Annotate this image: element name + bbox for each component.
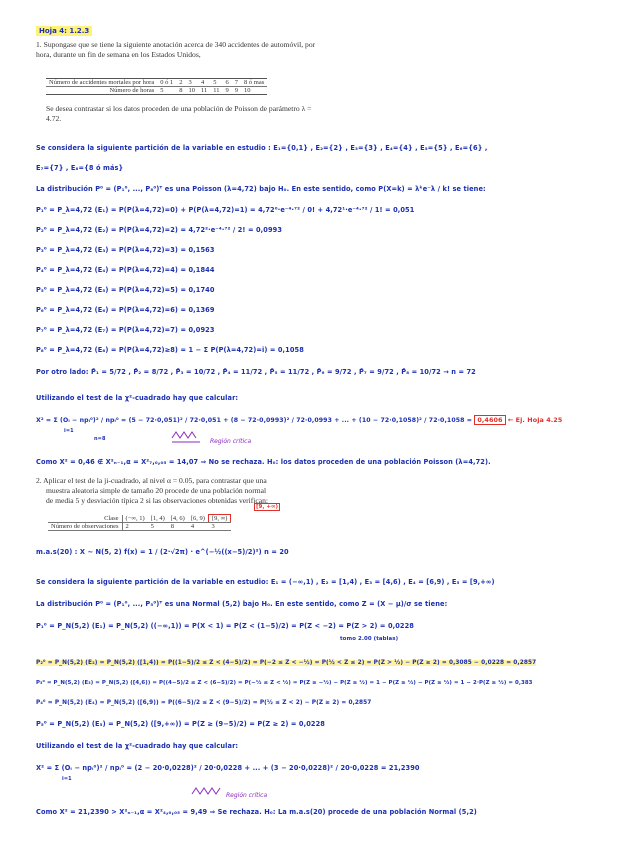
critical-region-label-2: Región crítica [226, 792, 268, 799]
formula-text: P₁⁰ = P_N(5,2) (E₁) = P_N(5,2) ((−∞,1)) = P(X < 1) = P(Z < (1−5)/2) = P(Z < −2) = P(Z > 2) = 0,0228 [36, 622, 414, 630]
solution-2-line [36, 660, 536, 666]
formula-text: P₂⁰ = P_N(5,2) (E₂) = P_N(5,2) ([1,4)) = P((1−5)/2 ≤ Z < (4−5)/2) = P(−2 ≤ Z < −½) = P(½ < Z ≤ 2) = P(Z > ½) − P(Z ≥ 2) = 0,3085 − 0,0228 = 0,2857 [36, 660, 537, 666]
solution-2-line: m.a.s(20) : X ~ N(5, 2) f(x) = 1 / (2·√2π) · e^(−½((x−5)/2)²) n = 20 [36, 548, 289, 556]
table-cell: 4 [198, 79, 210, 87]
sum-index: i=1 [64, 428, 74, 434]
table-cell: Número de observaciones [48, 523, 122, 531]
sum-index: i=1 [62, 776, 72, 782]
problem-2-line: de media 5 y desviación típica 2 si las observaciones obtenidas verifican: [46, 496, 269, 505]
table-cell: (−∞, 1) [122, 515, 148, 523]
table-cell: 4 [188, 523, 209, 531]
solution-2-line: Utilizando el test de la χ²-cuadrado hay que calcular: [36, 742, 239, 750]
table-cell: 3 [185, 79, 198, 87]
table-cell: 11 [210, 87, 222, 95]
table-cell: 8 [176, 87, 185, 95]
table-cell: 6 [223, 79, 232, 87]
table-row [48, 515, 231, 523]
solution-2-line: P₄⁰ = P_N(5,2) (E₄) = P_N(5,2) ([6,9)) = P((6−5)/2 ≤ Z < (9−5)/2) = P(½ ≤ Z < 2) − P(Z ≥ 2) = 0,2857 [36, 700, 372, 706]
solution-2-line: P₃⁰ = P_N(5,2) (E₃) = P_N(5,2) ([4,6)) = P((4−5)/2 ≤ Z < (6−5)/2) = P(−½ ≤ Z < ½) = P(Z ≥ −½) − P(Z ≥ ½) = 1 − P(Z ≥ ½) − P(Z ≥ ½) = 1 − 2·P(Z ≥ ½) = 0,383 [36, 680, 533, 686]
critical-region-label-1: Región crítica [210, 438, 252, 445]
solution-1-line: La distribución P⁰ = (P₁⁰, ..., P₈⁰)ᵀ es una Poisson (λ=4,72) bajo H₀. En este sentido, como P(X=k) = λᵏe⁻λ / k! se tiene: [36, 185, 486, 193]
table-cell: 7 [232, 79, 241, 87]
problem-2-line: muestra aleatoria simple de tamaño 20 procede de una población normal [46, 486, 267, 495]
table-row [48, 523, 231, 531]
table-cell: Número de horas [46, 87, 157, 95]
chi-square-formula-1 [36, 416, 562, 424]
table-cell: 0 ó 1 [157, 79, 176, 87]
chi-square-formula-2: X² = Σ (Oᵢ − npᵢ⁰)² / npᵢ⁰ = (2 − 20·0,0228)² / 20·0,0228 + ... + (3 − 20·0,0228)² / 20·0,0228 = 21,2390 [36, 764, 420, 772]
problem-2-line: 2. Aplicar el test de la ji-cuadrado, al nivel α = 0.05, para contrastar que una [36, 476, 267, 485]
table-cell: Número de accidentes mortales por hora [46, 79, 157, 87]
solution-1-line: E₇={7} , E₈={8 ó más} [36, 164, 124, 172]
solution-2-line [36, 622, 414, 630]
table-cell: 2 [122, 523, 148, 531]
table-cell: 8 [168, 523, 188, 531]
table-cell: [4, 6) [168, 515, 188, 523]
table-cell: [9, ∞) [208, 515, 230, 523]
solution-1-line: Por otro lado: P̂₁ = 5/72 , P̂₂ = 8/72 , P̂₃ = 10/72 , P̂₄ = 11/72 , P̂₅ = 11/72 , P̂₆ = 9/72 , P̂₇ = 9/72 , P̂₈ = 10/72 → n = 72 [36, 368, 476, 376]
table-cell: 9 [232, 87, 241, 95]
solution-2-line: P₅⁰ = P_N(5,2) (E₅) = P_N(5,2) ([9,+∞)) = P(Z ≥ (9−5)/2) = P(Z ≥ 2) = 0,0228 [36, 720, 325, 728]
solution-1-conclusion: Como X² = 0,46 ∉ X²ₙ₋₁,α = X²₇,₀,₀₅ = 14,07 ⇒ No se rechaza. H₀: los datos proceden de una población Poisson (λ=4,72). [36, 458, 491, 466]
solution-1-line: P₇⁰ = P_λ=4,72 (E₇) = P(P(λ=4,72)=7) = 0,0923 [36, 326, 215, 334]
table-cell: 2 [176, 79, 185, 87]
table-cell: 8 ó mas [241, 79, 267, 87]
problem-2-statement [36, 476, 336, 506]
table-cell: 5 [157, 87, 176, 95]
solution-1-line: P₈⁰ = P_λ=4,72 (E₈) = P(P(λ=4,72)≥8) = 1 − Σ P(P(λ=4,72)=i) = 0,1058 [36, 346, 304, 354]
table-cell: 5 [148, 523, 168, 531]
table-cell: 10 [241, 87, 267, 95]
solution-2-conclusion: Como X² = 21,2390 > X²ₙ₋₁,α = X²₄,₀,₀₅ = 9,49 ⇒ Se rechaza. H₀: La m.a.s(20) procede de una población Normal (5,2) [36, 808, 477, 816]
problem-1-table [46, 78, 267, 95]
solution-2-line: La distribución P⁰ = (P₁⁰, ..., P₅⁰)ᵀ es una Normal (5,2) bajo H₀. En este sentido, como Z = (X − μ)/σ se tiene: [36, 600, 448, 608]
table-cell: 9 [223, 87, 232, 95]
chi-square-result-1: 0,4606 [474, 415, 505, 425]
formula-text: X² = Σ (Oᵢ − npᵢ⁰)² / npᵢ⁰ = (5 − 72·0,051)² / 72·0,051 + (8 − 72·0,0993)² / 72·0,0993 + ... + (10 − 72·0,1058)² / 72·0,1058 = [36, 417, 473, 424]
solution-1-line: P₆⁰ = P_λ=4,72 (E₆) = P(P(λ=4,72)=6) = 0,1369 [36, 306, 215, 314]
page-title-text: Hoja 4: 1.2.3 [36, 26, 92, 36]
reference-note: ← Ej. Hoja 4.25 [507, 416, 563, 424]
table-cell: 5 [210, 79, 222, 87]
solution-1-line: P₄⁰ = P_λ=4,72 (E₄) = P(P(λ=4,72)=4) = 0,1844 [36, 266, 215, 274]
page-title [36, 18, 92, 37]
table-cell: 3 [208, 523, 230, 531]
solution-2-line: Se considera la siguiente partición de la variable en estudio: E₁ = (−∞,1) , E₂ = [1,4) , E₃ = [4,6) , E₄ = [6,9) , E₅ = [9,+∞) [36, 578, 495, 586]
solution-1-line: P₅⁰ = P_λ=4,72 (E₅) = P(P(λ=4,72)=5) = 0,1740 [36, 286, 215, 294]
solution-1-line: P₂⁰ = P_λ=4,72 (E₂) = P(P(λ=4,72)=2) = 4,72²·e⁻⁴·⁷² / 2! = 0,0993 [36, 226, 283, 234]
table-cell: Clase [48, 515, 122, 523]
solution-1-line: Se considera la siguiente partición de la variable en estudio : E₁={0,1} , E₂={2} , E₃={3} , E₄={4} , E₅={5} , E₆={6} , [36, 144, 488, 152]
table-cell: 11 [198, 87, 210, 95]
table-cell: [6, 9) [188, 515, 209, 523]
problem-1-question: Se desea contrastar si los datos proceden de una población de Poisson de parámetro λ = 4.72. [46, 104, 312, 123]
table-row [46, 79, 267, 87]
table-cell: 10 [185, 87, 198, 95]
sample-size-note: n=8 [94, 436, 106, 442]
problem-1-statement: 1. Supongase que se tiene la siguiente anotación acerca de 340 accidentes de automóvil, por hora, durante un fin de semana en los Estados Unidos, [36, 40, 316, 59]
solution-1-line: Utilizando el test de la χ²-cuadrado hay que calcular: [36, 394, 239, 402]
table-lookup-note: tomo 2.00 (tablas) [340, 636, 399, 642]
problem-2-table [48, 514, 231, 531]
solution-1-line: P₁⁰ = P_λ=4,72 (E₁) = P(P(λ=4,72)=0) + P(P(λ=4,72)=1) = 4,72⁰·e⁻⁴·⁷² / 0! + 4,72¹·e⁻⁴·⁷² / 1! = 0,051 [36, 206, 415, 214]
table-cell: [1, 4) [148, 515, 168, 523]
interval-annotation: [9, +∞) [256, 504, 279, 510]
solution-1-line: P₃⁰ = P_λ=4,72 (E₃) = P(P(λ=4,72)=3) = 0,1563 [36, 246, 215, 254]
table-row [46, 87, 267, 95]
